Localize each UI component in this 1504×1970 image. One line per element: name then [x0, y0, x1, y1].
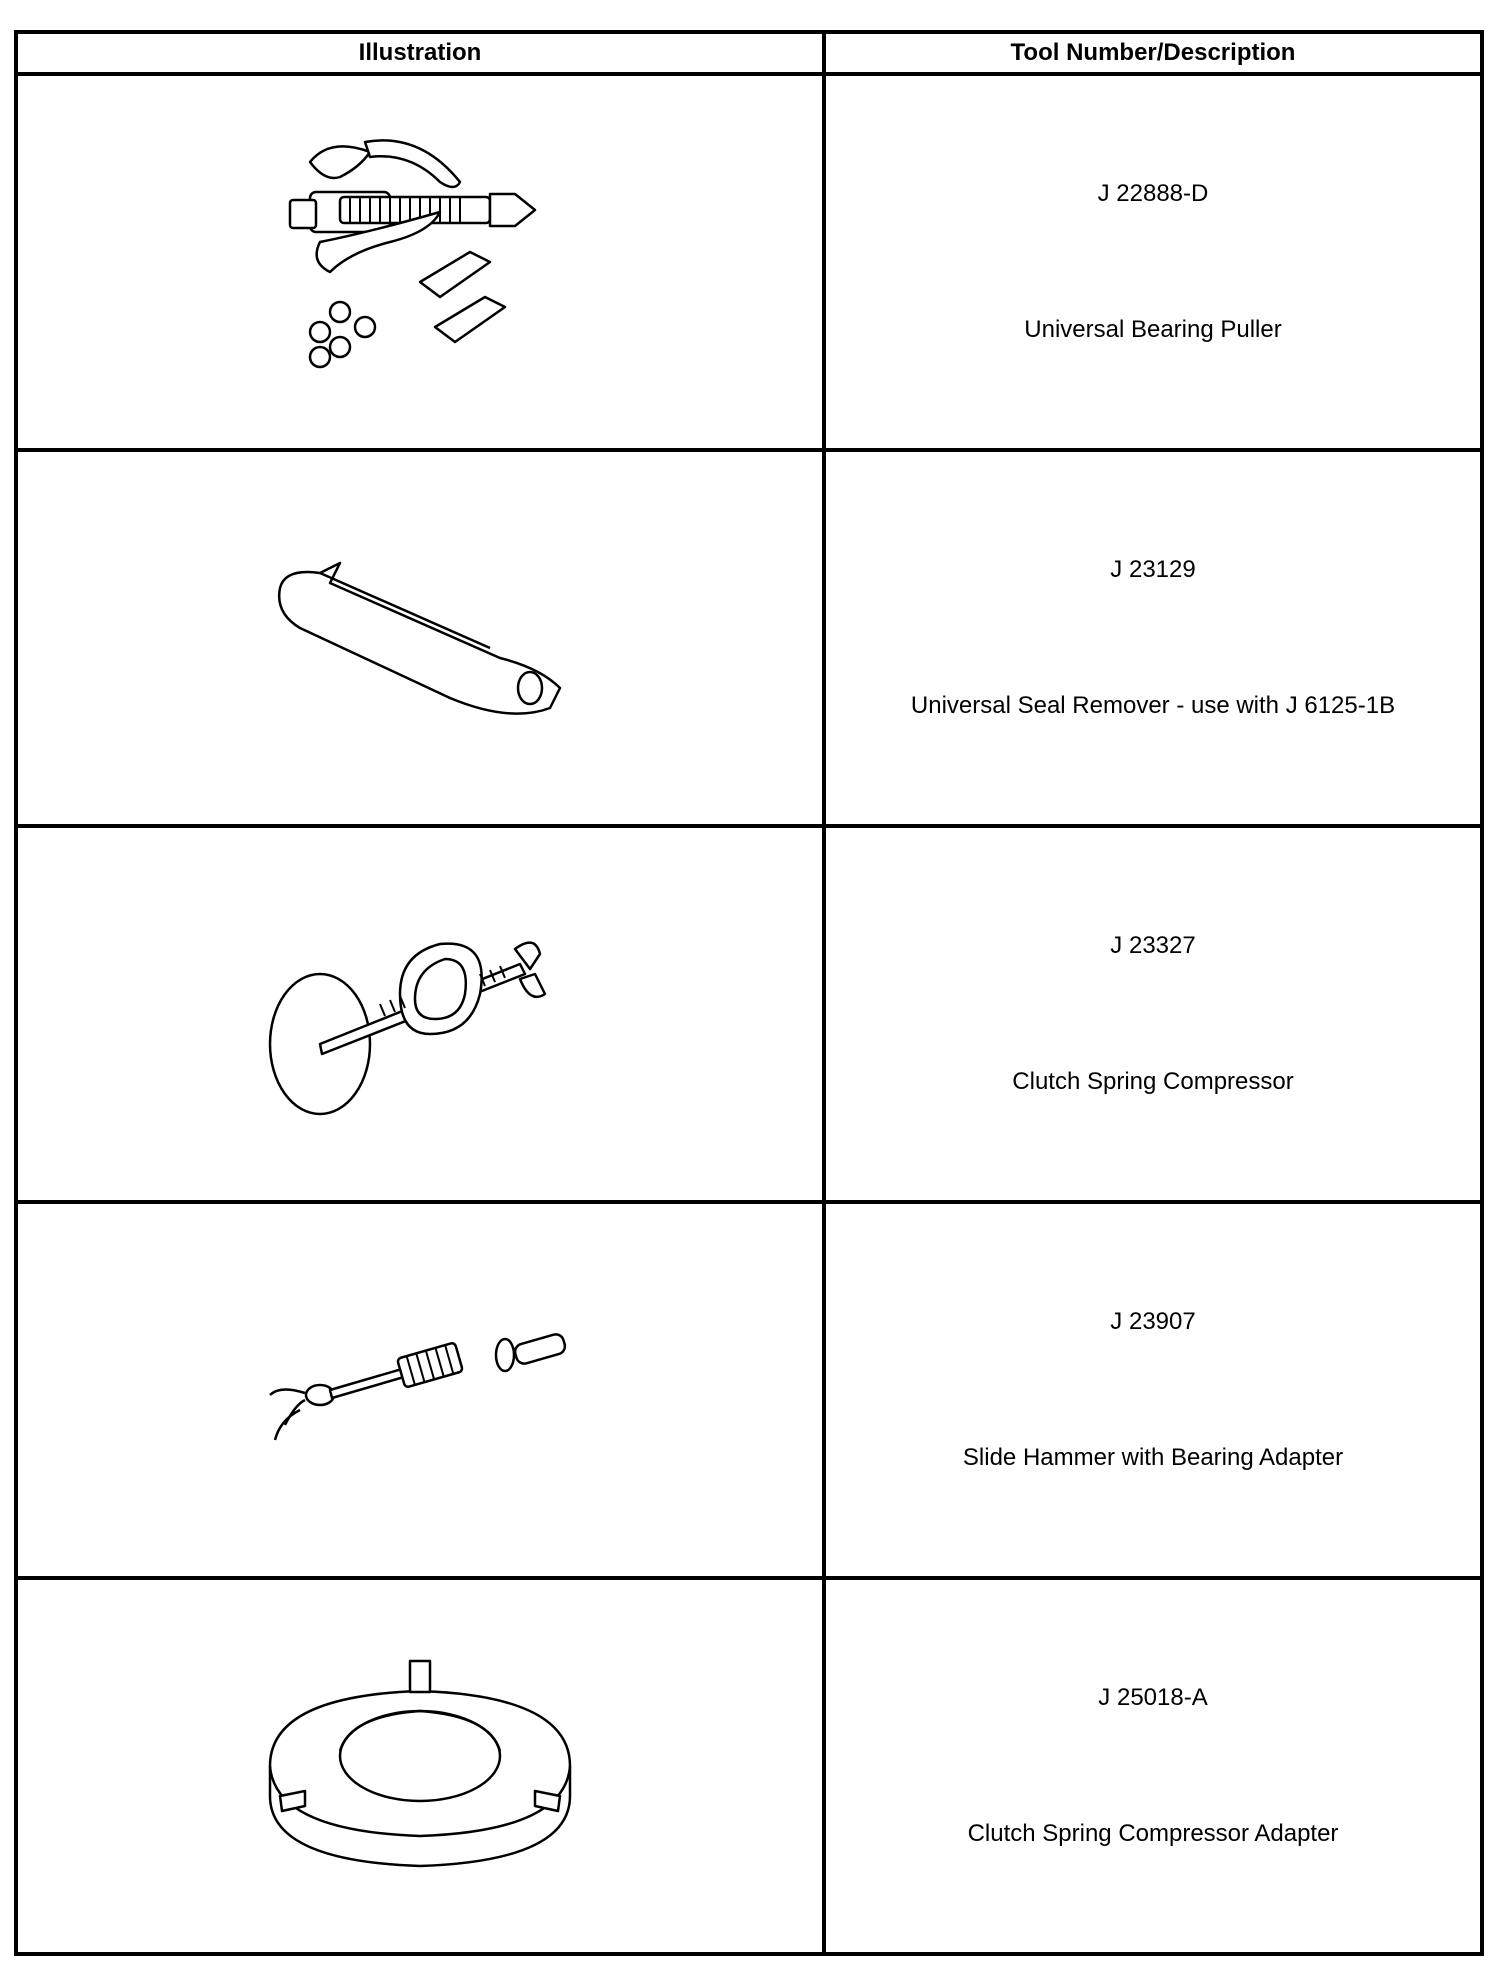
- table-row: [16, 74, 1482, 450]
- table-row: [16, 450, 1482, 826]
- tool-description-cell: [824, 826, 1482, 1202]
- illustration-cell: [16, 1578, 824, 1954]
- tool-number: J 23129: [1110, 556, 1196, 583]
- tool-description: Slide Hammer with Bearing Adapter: [962, 1444, 1344, 1471]
- tools-table: [14, 30, 1484, 1956]
- header-tool-number-description: Tool Number/Description: [824, 32, 1482, 74]
- table-row: [16, 826, 1482, 1202]
- universal-seal-remover-icon: [260, 548, 580, 728]
- illustration-cell: [16, 450, 824, 826]
- tool-number: J 23327: [1110, 932, 1196, 959]
- header-illustration: Illustration: [16, 32, 824, 74]
- compressor-adapter-icon: [260, 1656, 580, 1876]
- clutch-spring-compressor-icon: [260, 904, 580, 1124]
- tool-number: J 25018-A: [1098, 1684, 1208, 1711]
- tool-description: Universal Bearing Puller: [1024, 316, 1282, 343]
- illustration-cell: [16, 1202, 824, 1578]
- illustration-cell: [16, 74, 824, 450]
- slide-hammer-icon: [260, 1325, 580, 1455]
- tool-number: J 23907: [1110, 1308, 1196, 1335]
- tool-description-cell: [824, 1578, 1482, 1954]
- header-row: [16, 32, 1482, 74]
- tool-description-cell: [824, 1202, 1482, 1578]
- tool-description-cell: [824, 74, 1482, 450]
- universal-bearing-puller-icon: [270, 122, 570, 402]
- table-row: [16, 1202, 1482, 1578]
- tool-description: Universal Seal Remover - use with J 6125-1B: [910, 692, 1396, 719]
- tool-number: J 22888-D: [1097, 180, 1209, 207]
- illustration-cell: [16, 826, 824, 1202]
- tool-description: Clutch Spring Compressor: [1012, 1068, 1294, 1095]
- tool-description: Clutch Spring Compressor Adapter: [967, 1820, 1339, 1847]
- table-row: [16, 1578, 1482, 1954]
- tool-description-cell: [824, 450, 1482, 826]
